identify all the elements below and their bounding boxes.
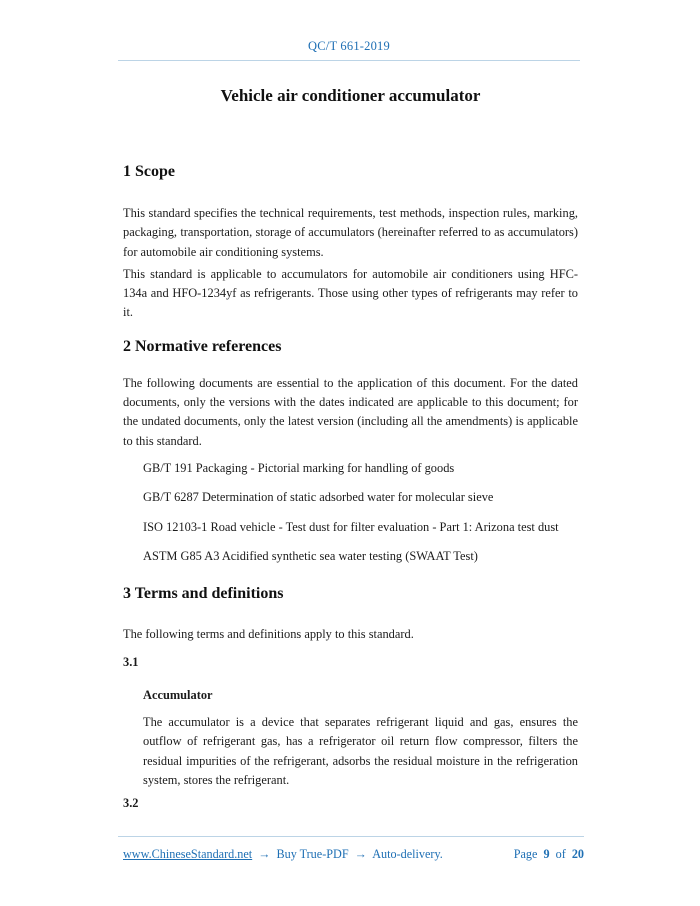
- page-total-number: 20: [571, 847, 584, 861]
- normative-reference-item: ISO 12103-1 Road vehicle - Test dust for filter evaluation - Part 1: Arizona test dust: [143, 519, 559, 534]
- footer-row: [118, 847, 584, 862]
- scope-paragraph-2: This standard is applicable to accumulators for automobile air conditioners using HFC-134a and HFO-1234yf as refrigerants. Those using other types of refrigerants may refer to it.: [123, 266, 578, 320]
- footer-website-link[interactable]: www.ChineseStandard.net: [123, 847, 253, 861]
- section-heading-normative-references: 2 Normative references: [123, 337, 282, 355]
- page-label: Page: [513, 847, 538, 861]
- scope-paragraph-1: This standard specifies the technical requirements, test methods, inspection rules, marking, packaging, transportation, storage of accumulators (hereinafter referred to as accumulators) for automobile air conditioning systems.: [123, 206, 578, 259]
- normative-reference-item: GB/T 6287 Determination of static adsorbed water for molecular sieve: [143, 490, 494, 505]
- page-current-number: 9: [543, 847, 550, 861]
- doc-number: QC/T 661-2019: [308, 39, 390, 53]
- normative-paragraph: The following documents are essential to the application of this document. For the dated documents, only the versions with the dates indicated are applicable to this document; for the undated documents, only the latest version (including all the amendments) is applicable to this standard.: [123, 375, 578, 448]
- right-arrow-icon: →: [258, 847, 271, 861]
- footer-delivery-text: Auto-delivery.: [372, 847, 443, 861]
- footer-promo: [118, 847, 446, 862]
- page-footer: [118, 836, 584, 862]
- right-arrow-icon: →: [354, 847, 367, 861]
- page-header: [118, 0, 580, 61]
- document-title: Vehicle air conditioner accumulator: [220, 86, 481, 105]
- of-label: of: [555, 847, 566, 861]
- page-content: [123, 60, 578, 814]
- normative-reference-item: GB/T 191 Packaging - Pictorial marking for handling of goods: [143, 460, 455, 475]
- term-number-3-1: 3.1: [123, 655, 139, 670]
- page-indicator: [514, 847, 584, 862]
- term-name-accumulator: Accumulator: [143, 687, 213, 702]
- terms-intro-paragraph: The following terms and definitions apply to this standard.: [123, 627, 414, 642]
- section-heading-scope: 1 Scope: [123, 163, 175, 180]
- normative-reference-item: ASTM G85 A3 Acidified synthetic sea water testing (SWAAT Test): [143, 548, 478, 563]
- footer-buy-text: Buy True-PDF: [276, 847, 349, 861]
- term-definition-accumulator: The accumulator is a device that separates refrigerant liquid and gas, ensures the outflow of refrigerant gas, has a refrigerator oil return flow compressor, filters the residual impurities of the refrigerant, adsorbs the residual moisture in the refrigeration system, stores the refrigerant.: [143, 715, 578, 787]
- term-number-3-2: 3.2: [123, 796, 139, 811]
- section-heading-terms-definitions: 3 Terms and definitions: [123, 585, 284, 603]
